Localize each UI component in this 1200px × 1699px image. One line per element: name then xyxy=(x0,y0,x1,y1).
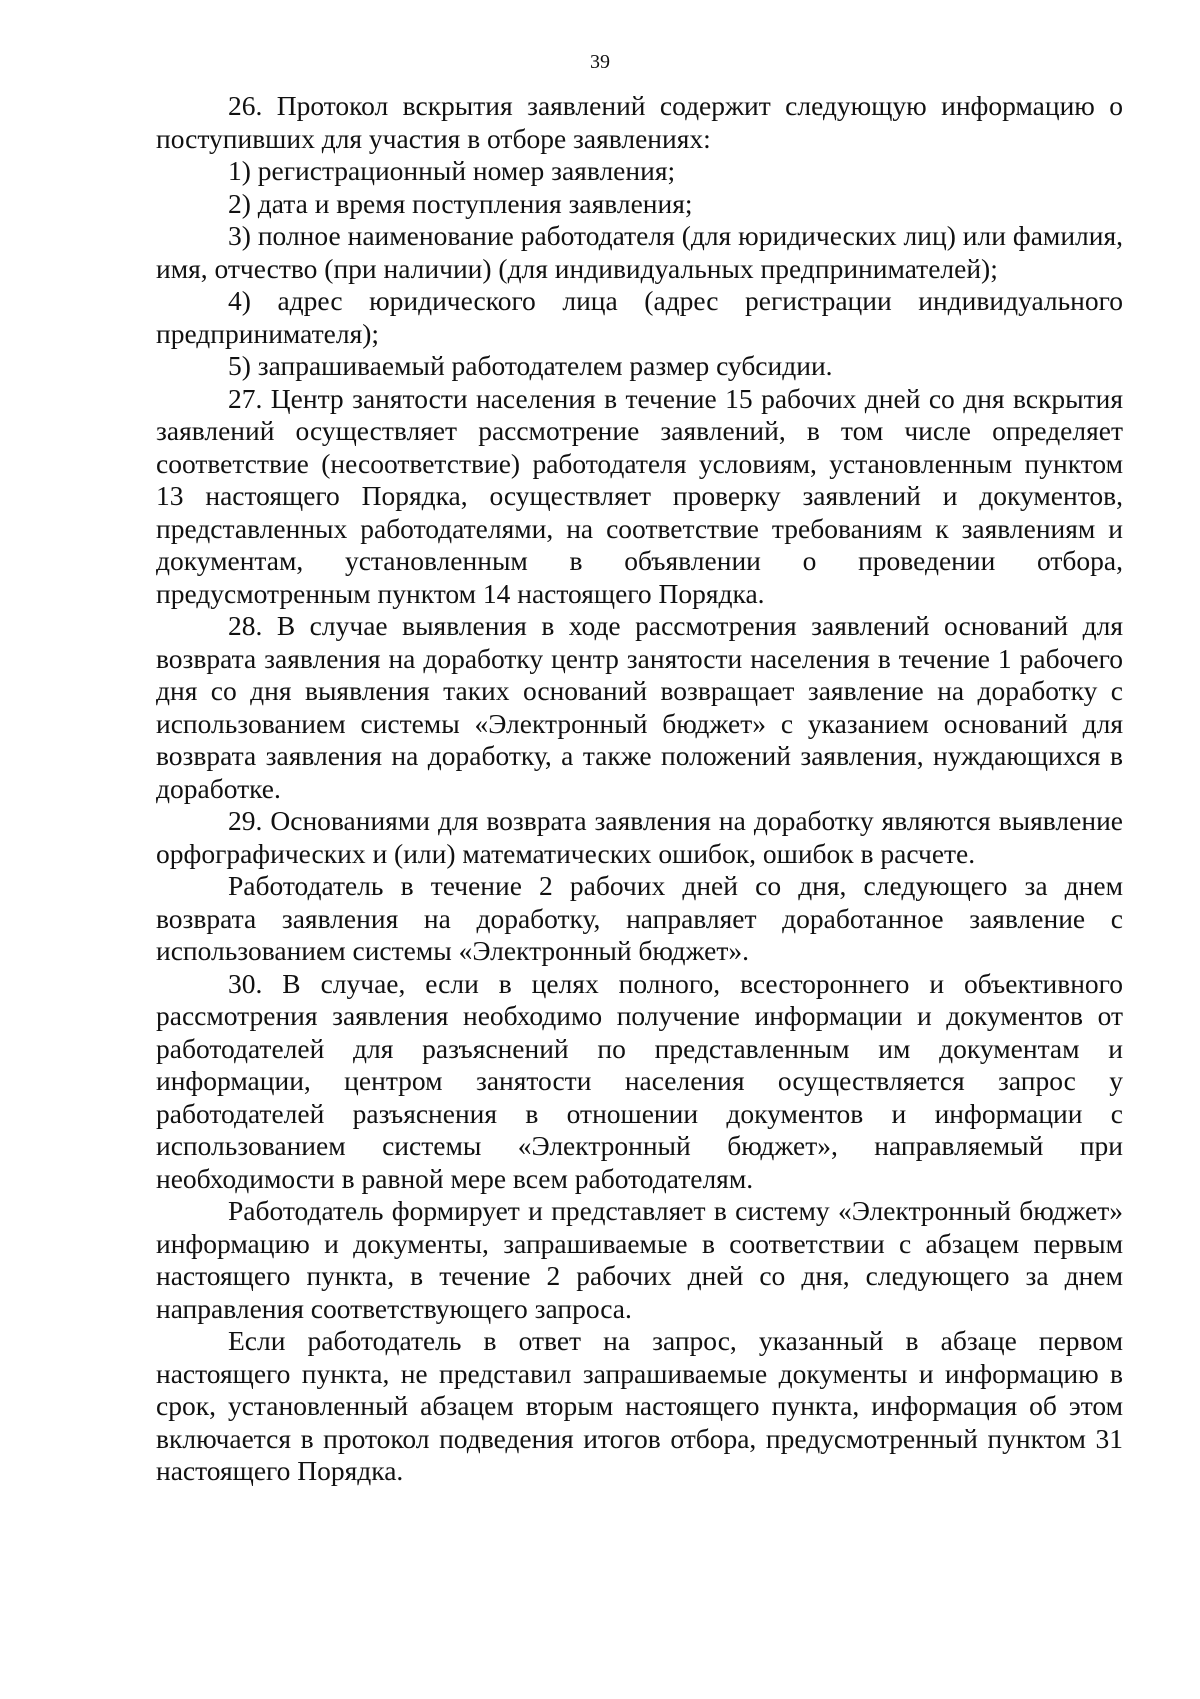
paragraph-26: 26. Протокол вскрытия заявлений содержит следующую информацию о поступивших для участия в отборе заявлениях: xyxy=(156,90,1123,154)
paragraph-28: 28. В случае выявления в ходе рассмотрения заявлений оснований для возврата заявления на доработку центр занятости населения в течение 1 рабочего дня со дня выявления таких оснований возвращает заявление на доработку с использованием системы «Электронный бюджет» с указанием оснований для возврата заявления на доработку, а также положений заявления, нуждающихся в доработке. xyxy=(156,610,1123,804)
list-item-address: 4) адрес юридического лица (адрес регистрации индивидуального предпринимателя); xyxy=(156,285,1123,349)
paragraph-30-second: Работодатель формирует и представляет в систему «Электронный бюджет» информацию и документы, запрашиваемые в соответствии с абзацем первым настоящего пункта, в течение 2 рабочих дней со дня, следующего за днем направления соответствующего запроса. xyxy=(156,1195,1123,1324)
list-item-registration-number: 1) регистрационный номер заявления; xyxy=(228,155,676,186)
paragraph-30: 30. В случае, если в целях полного, всестороннего и объективного рассмотрения заявления необходимо получение информации и документов от работодателей для разъяснений по представленным им документам и информации, центром занятости населения осуществляется запрос у работодателей разъяснения в отношении документов и информации с использованием системы «Электронный бюджет», направляемый при необходимости в равной мере всем работодателям. xyxy=(156,967,1123,1194)
paragraph-30-third: Если работодатель в ответ на запрос, указанный в абзаце первом настоящего пункта, не представил запрашиваемые документы и информацию в срок, установленный абзацем вторым настоящего пункта, информация об этом включается в протокол подведения итогов отбора, предусмотренный пунктом 31 настоящего Порядка. xyxy=(156,1325,1123,1486)
paragraph-27: 27. Центр занятости населения в течение 15 рабочих дней со дня вскрытия заявлений осуществляет рассмотрение заявлений, в том числе определяет соответствие (несоответствие) работодателя условиям, установленным пунктом 13 настоящего Порядка, осуществляет проверку заявлений и документов, представленных работодателями, на соответствие требованиям к заявлениям и документам, установленным в объявлении о проведении отбора, предусмотренным пунктом 14 настоящего Порядка. xyxy=(156,382,1123,609)
list-item-date-time: 2) дата и время поступления заявления; xyxy=(228,187,693,219)
paragraph-29-continued: Работодатель в течение 2 рабочих дней со дня, следующего за днем возврата заявления на доработку, направляет доработанное заявление с использованием системы «Электронный бюджет». xyxy=(156,870,1123,966)
list-item-subsidy-amount: 5) запрашиваемый работодателем размер субсидии. xyxy=(228,350,833,381)
paragraph-29: 29. Основаниями для возврата заявления на доработку являются выявление орфографических и (или) математических ошибок, ошибок в расчете. xyxy=(156,805,1123,869)
list-item-employer-name: 3) полное наименование работодателя (для юридических лиц) или фамилия, имя, отчество (при наличии) (для индивидуальных предпринимателей); xyxy=(156,220,1123,284)
document-body xyxy=(156,90,1123,1488)
page-number: 39 xyxy=(590,51,610,73)
